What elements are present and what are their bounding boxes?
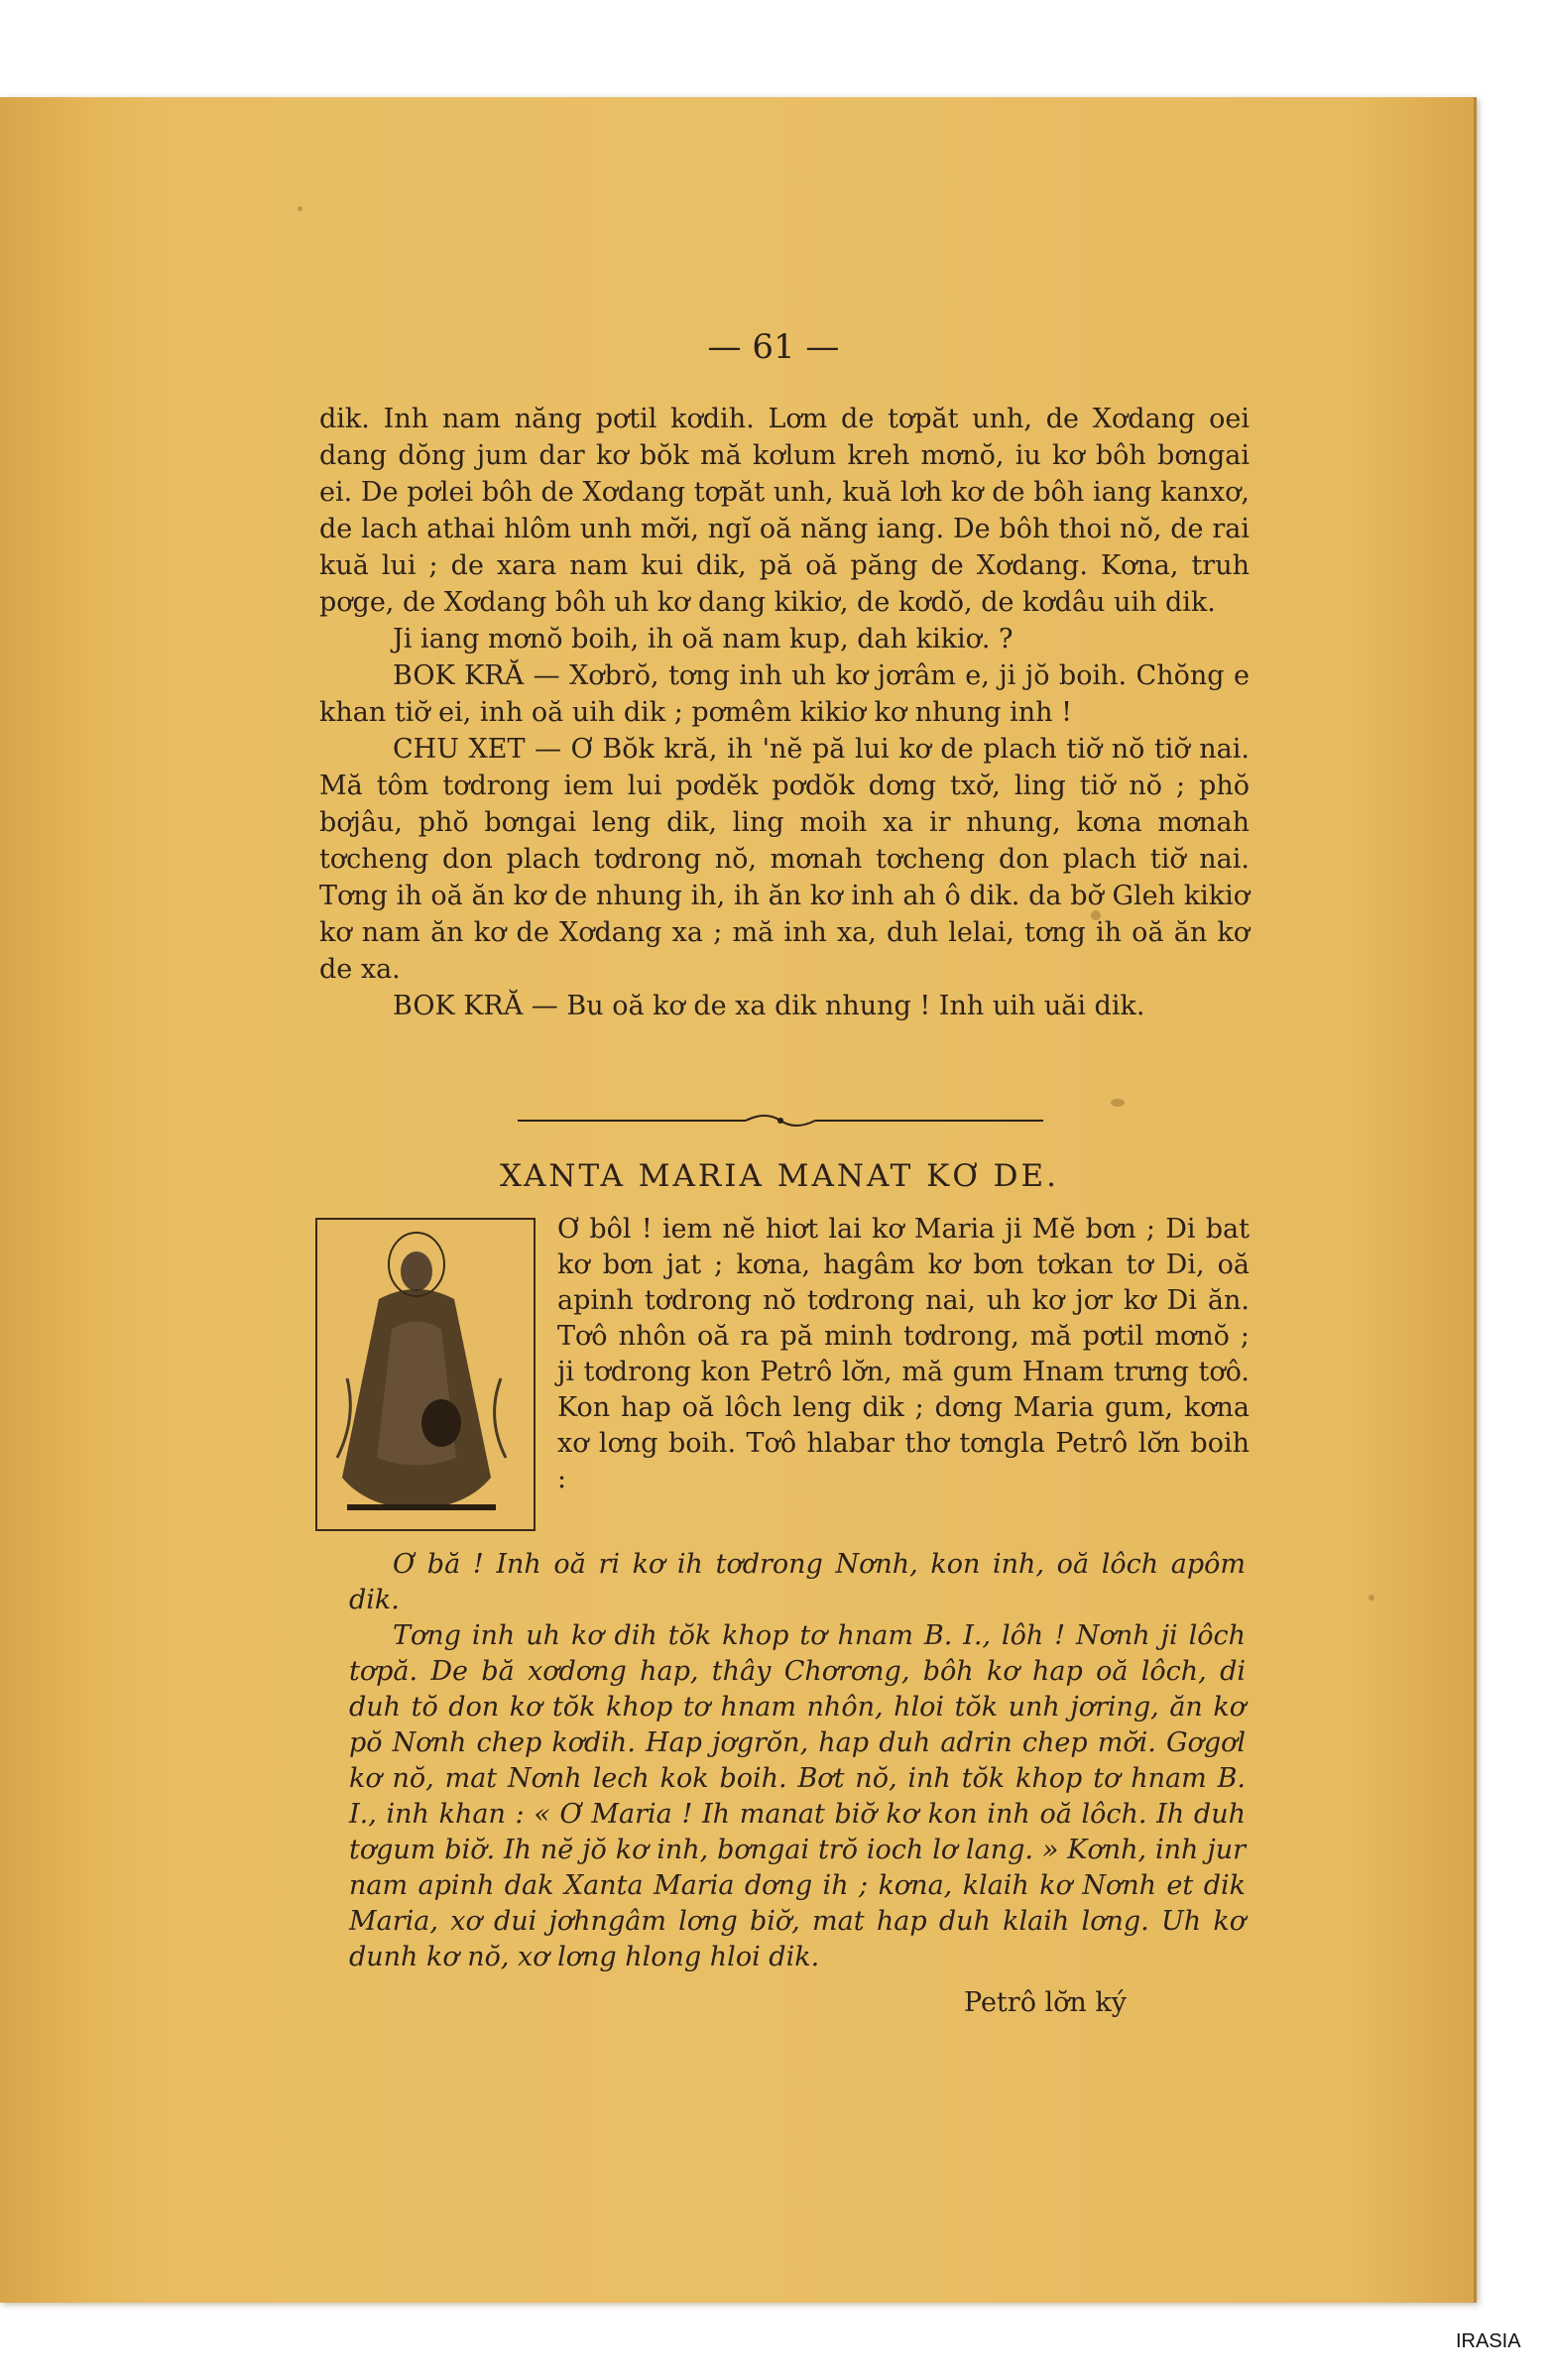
- madonna-engraving-icon: [317, 1220, 530, 1525]
- dialogue-line: BOK KRĂ — Xơbrŏ, tơng inh uh kơ jơrâm e, ji jŏ boih. Chŏng e khan tiơ̆ ei, inh oă uih dik ; pơmêm kikiơ kơ nhung inh !: [319, 660, 1250, 728]
- engraving-virgin-mary: [315, 1218, 536, 1531]
- paper-stain: [1111, 1099, 1125, 1107]
- signature: Petrô lơ̆n ký: [964, 1987, 1128, 2018]
- letter-paragraph: Tơng inh uh kơ dih tŏk khop tơ hnam B. I., lôh ! Nơnh ji lôch tơpă. De bă xơdơng hap, thây Chơrơng, bôh kơ hap oă lôch, di duh tŏ don kơ tŏk khop tơ hnam nhôn, hloi tŏk unh jơring, ăn kơ pŏ Nơnh chep kơdih. Hap jơgrŏn, hap duh adrin chep mơ̆i. Gơgơl kơ nŏ, mat Nơnh lech kok boih. Bơt nŏ, inh tŏk khop tơ hnam B. I., inh khan : « Ơ Maria ! Ih manat biơ̆ kơ kon inh oă lôch. Ih duh tơgum biơ̆. Ih nĕ jŏ kơ inh, bơngai trŏ ioch lơ lang. » Kơnh, inh jur nam apinh dak Xanta Maria dơng ih ; kơna, klaih kơ Nơnh et dik Maria, xơ dui jơhngâm lơng biơ̆, mat hap duh klaih lơng. Uh kơ dunh kơ nŏ, xơ lơng hlong hloi dik.: [349, 1620, 1246, 1972]
- section-title: XANTA MARIA MANAT KƠ DE.: [500, 1158, 1059, 1194]
- paragraph: dik. Inh nam năng pơtil kơdih. Lơm de tơpăt unh, de Xơdang oei dang dŏng jum dar kơ bŏk mă kơlum kreh mơnŏ, iu kơ bôh bơngai ei. De pơlei bôh de Xơdang tơpăt unh, kuă lơh kơ de bôh iang kanxơ, de lach athai hlôm unh mơ̆i, ngĭ oă năng iang. De bôh thoi nŏ, de rai kuă lui ; de xara nam kui dik, pă oă păng de Xơdang. Kơna, truh pơge, de Xơdang bôh uh kơ dang kikiơ, de kơdŏ, de kơdâu uih dik.: [319, 404, 1250, 618]
- letter-text: [349, 1547, 1246, 1975]
- watermark: IRASIA: [1456, 2330, 1521, 2352]
- page-number: — 61 —: [707, 327, 840, 367]
- dialogue-line: BOK KRĂ — Bu oă kơ de xa dik nhung ! Inh uih uăi dik.: [393, 991, 1145, 1021]
- paper-stain: [1369, 1595, 1374, 1601]
- body-text-top: [319, 401, 1250, 1024]
- section-body: Ơ bôl ! iem nĕ hiơt lai kơ Maria ji Mĕ bơn ; Di bat kơ bơn jat ; kơna, hagâm kơ bơn tơkan tơ Di, oă apinh tơdrong nŏ tơdrong nai, uh kơ jơr kơ Di ăn. Tơô nhôn oă ra pă minh tơdrong, mă pơtil mơnŏ ; ji tơdrong kon Petrô lơ̆n, mă gum Hnam trưng tơô. Kon hap oă lôch leng dik ; dơng Maria gum, kơna xơ lơng boih. Tơô hlabar thơ tơngla Petrô lơ̆n boih :: [557, 1214, 1250, 1494]
- paragraph: Ji iang mơnŏ boih, ih oă nam kup, dah kikiơ. ?: [393, 624, 1014, 654]
- ornamental-divider: [518, 1111, 1043, 1130]
- letter-paragraph: Ơ bă ! Inh oă ri kơ ih tơdrong Nơnh, kon inh, oă lôch apôm dik.: [349, 1549, 1246, 1615]
- paper-stain: [298, 206, 302, 211]
- dialogue-line: CHU XET — Ơ Bŏk kră, ih 'nĕ pă lui kơ de plach tiơ̆ nŏ tiơ̆ nai. Mă tôm tơdrong iem lui pơdĕk pơdŏk dơng txơ̆, ling tiơ̆ nŏ ; phŏ bơjâu, phŏ bơngai leng dik, ling moih xa ir nhung, kơna mơnah tơcheng don plach tơdrong nŏ, mơnah tơcheng don plach tiơ̆ nai. Tơng ih oă ăn kơ de nhung ih, ih ăn kơ inh ah ô dik. da bơ̆ Gleh kikiơ kơ nam ăn kơ de Xơdang xa ; mă inh xa, duh lelai, tơng ih oă ăn kơ de xa.: [319, 734, 1250, 985]
